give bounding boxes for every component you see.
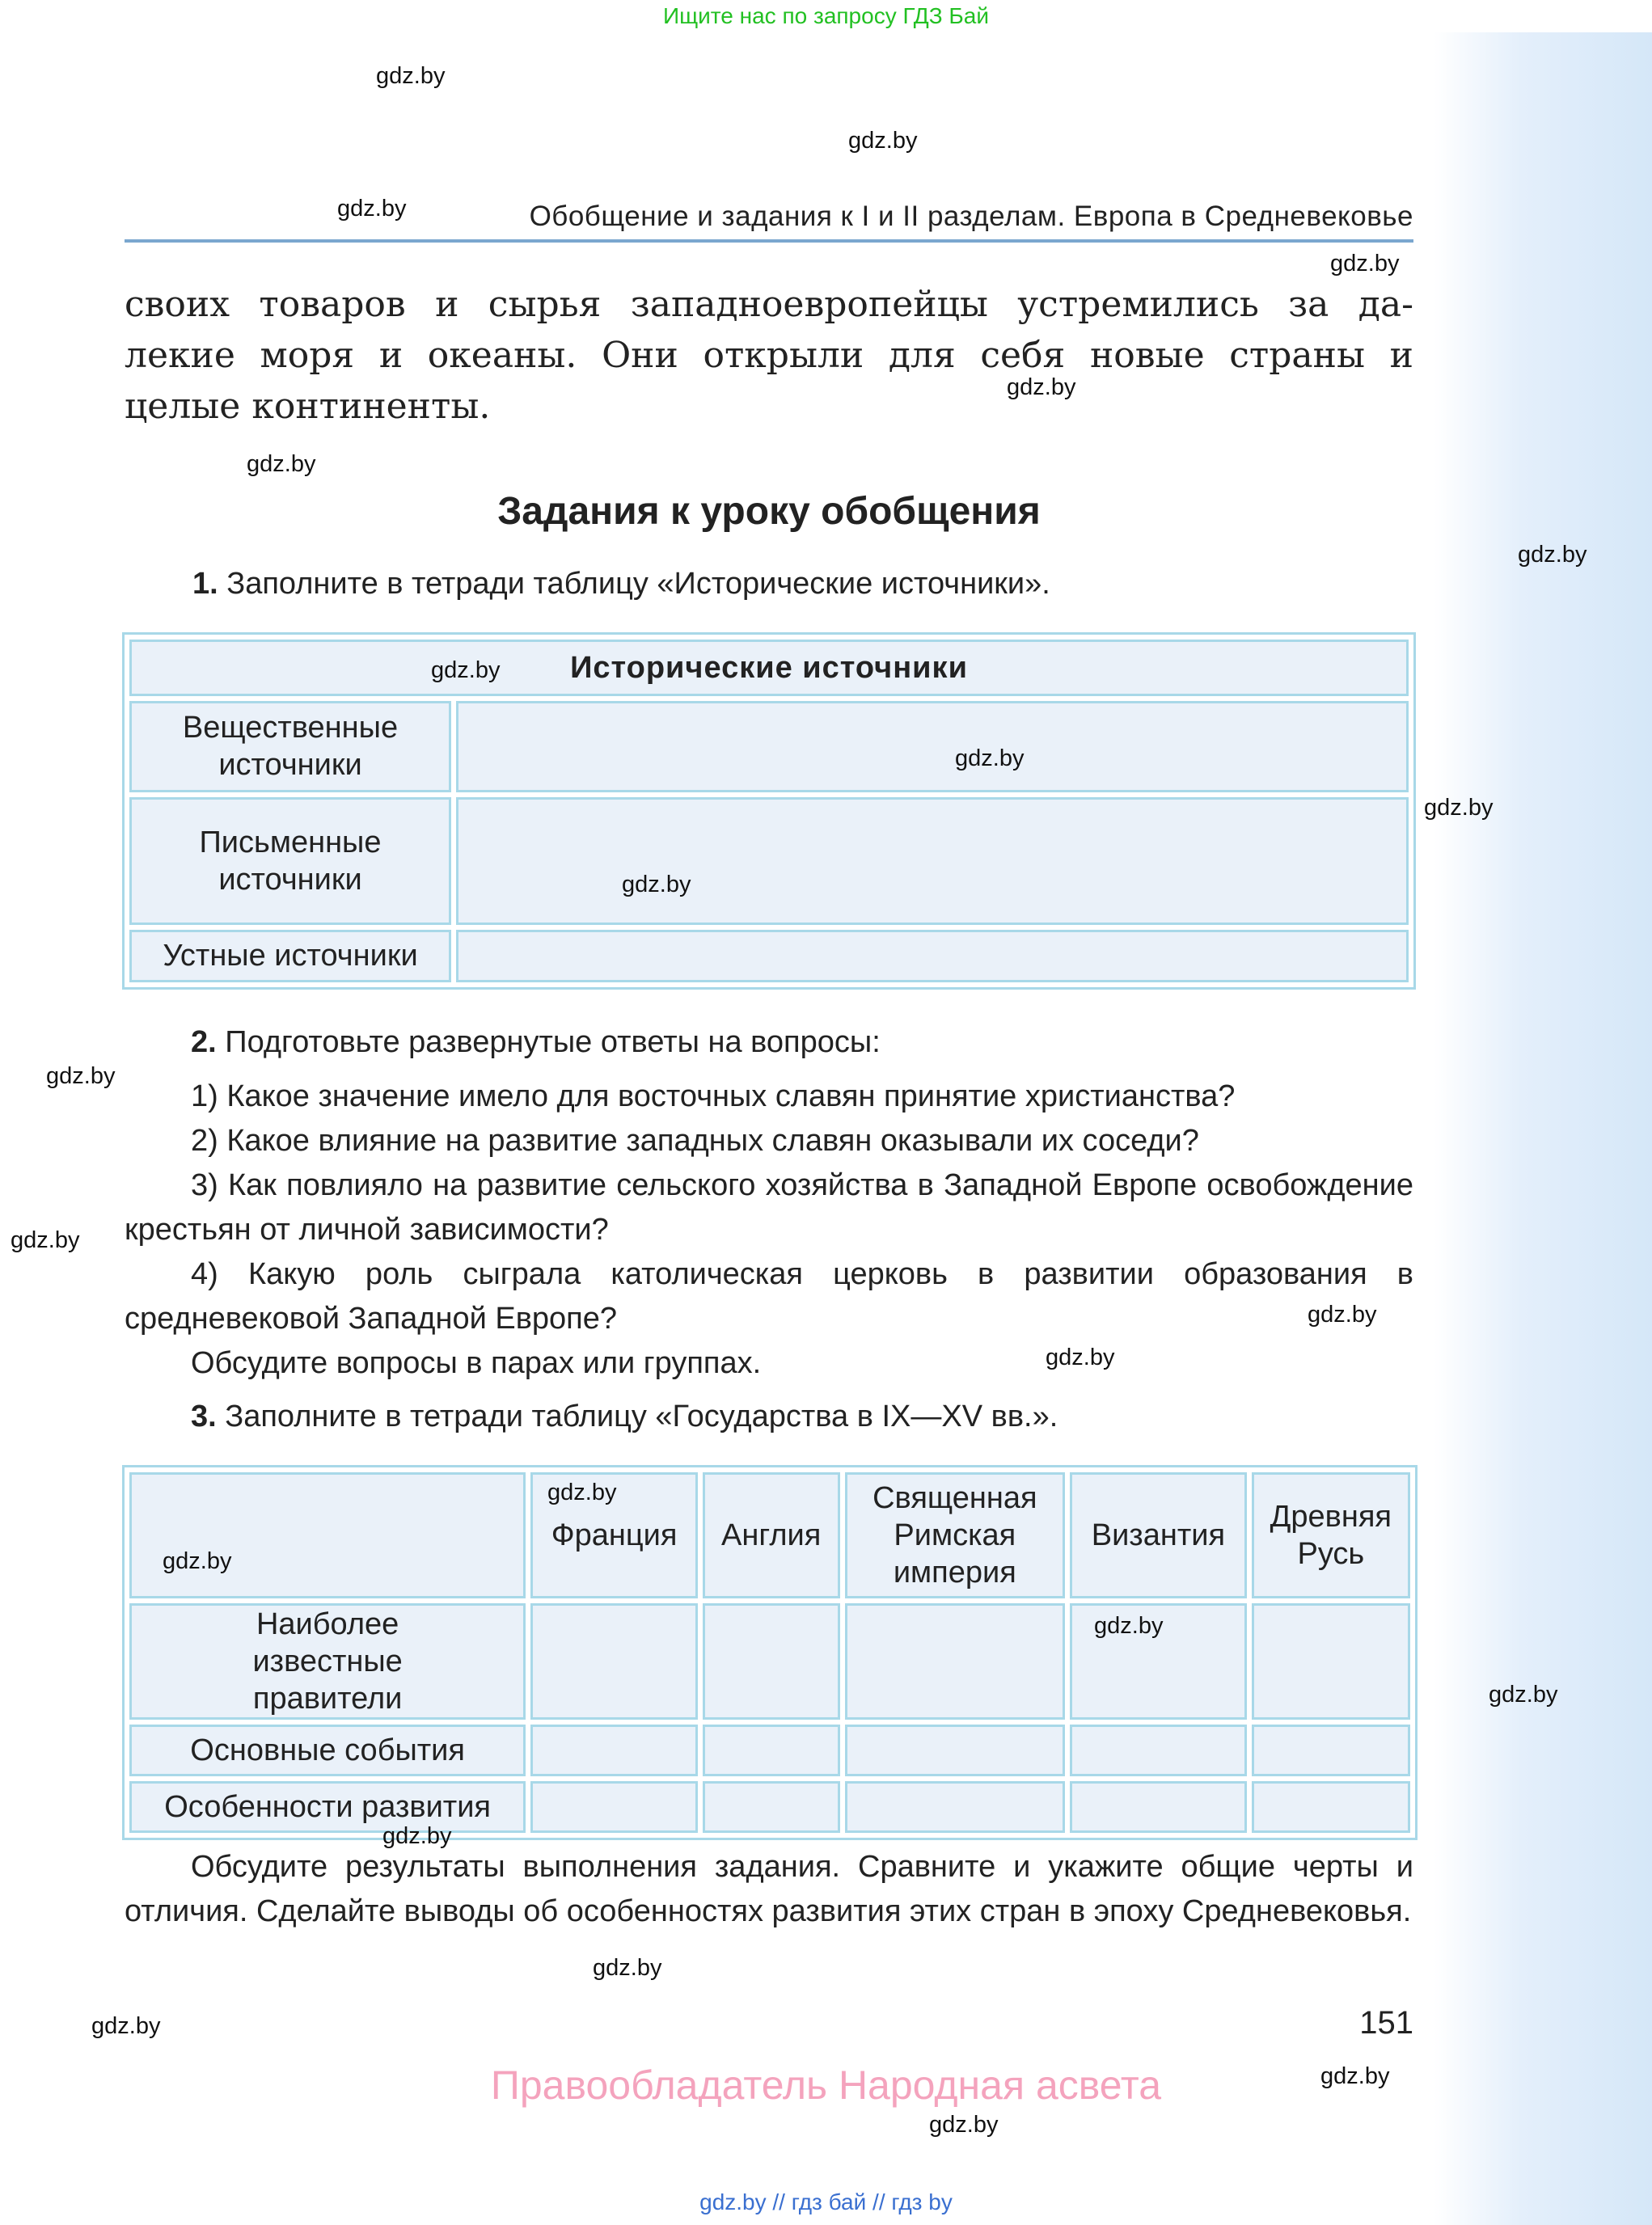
empty-cell (845, 1603, 1066, 1720)
closing-paragraph: Обсудите результаты выполнения задания. Сравните и укажите общие черты и отличия. Сделайте выводы об особенностях развития этих стран в эпоху Средневековья. (125, 1850, 1413, 1928)
watermark: gdz.by (46, 1063, 116, 1089)
row-header: Основные события (129, 1725, 526, 1776)
column-header: Англия (703, 1472, 840, 1598)
watermark: gdz.by (1046, 1345, 1115, 1370)
footer-links[interactable]: gdz.by // гдз бай // гдз by (699, 2189, 953, 2214)
empty-cell (456, 701, 1409, 792)
empty-cell (530, 1603, 698, 1720)
historical-sources-table (122, 632, 1416, 990)
task-text: Заполните в тетради таблицу «Исторические источники». (226, 567, 1050, 601)
task-number: 3. (191, 1400, 217, 1433)
empty-cell (1252, 1725, 1410, 1776)
states-table (122, 1465, 1418, 1840)
watermark: gdz.by (1007, 374, 1076, 400)
empty-cell (530, 1725, 698, 1776)
question-3: 3) Как повлияло на развитие сельского хозяйства в Западной Европе освобождение крестьян от личной зависимости? (125, 1168, 1413, 1247)
table-title: Исторические источники (129, 640, 1409, 696)
watermark: gdz.by (1094, 1613, 1164, 1639)
question-2: 2) Какое влияние на развитие западных славян оказывали их соседи? (191, 1124, 1199, 1158)
row-header: Устные источники (129, 930, 451, 982)
empty-cell (703, 1725, 840, 1776)
question-1: 1) Какое значение имело для восточных славян принятие христианства? (191, 1079, 1236, 1113)
row-header: Письменные источники (129, 797, 451, 925)
corner-cell (129, 1472, 526, 1598)
watermark: gdz.by (622, 872, 691, 897)
row-header: Наиболее известные правители (129, 1603, 526, 1720)
intro-paragraph (125, 279, 1413, 432)
watermark: gdz.by (337, 196, 407, 222)
watermark: gdz.by (1489, 1682, 1558, 1708)
intro-line: лекие моря и океаны. Они открыли для себя новые страны и (125, 335, 1413, 376)
column-header: Византия (1070, 1472, 1247, 1598)
column-header: Древняя Русь (1252, 1472, 1410, 1598)
watermark: gdz.by (848, 128, 918, 154)
discuss-note: Обсудите вопросы в парах или группах. (191, 1346, 762, 1380)
empty-cell (530, 1781, 698, 1833)
watermark: gdz.by (593, 1955, 662, 1981)
row-header: Особенности развития (129, 1781, 526, 1833)
watermark: gdz.by (11, 1227, 80, 1253)
intro-line: своих товаров и сырья западноевропейцы устремились за да- (125, 284, 1413, 325)
page-number: 151 (1359, 2005, 1413, 2041)
task-number: 2. (191, 1025, 217, 1059)
empty-cell (1070, 1781, 1247, 1833)
search-banner: Ищите нас по запросу ГДЗ Бай (662, 3, 990, 28)
column-header: Франция (530, 1472, 698, 1598)
watermark: gdz.by (382, 1823, 452, 1849)
watermark: gdz.by (1330, 251, 1400, 277)
copyright-notice: Правообладатель Народная асвета (490, 2062, 1162, 2108)
empty-cell (456, 797, 1409, 925)
column-header: Священная Римская империя (845, 1472, 1066, 1598)
watermark: gdz.by (247, 451, 316, 477)
empty-cell (703, 1603, 840, 1720)
empty-cell (456, 930, 1409, 982)
task-text: Подготовьте развернутые ответы на вопросы: (225, 1025, 881, 1059)
question-4: 4) Какую роль сыграла католическая церковь в развитии образования в средневековой Западной Европе? (125, 1257, 1413, 1336)
watermark: gdz.by (1424, 795, 1494, 821)
task-2 (191, 1020, 881, 1065)
empty-cell (1252, 1603, 1410, 1720)
task-number: 1. (192, 567, 218, 601)
watermark: gdz.by (1320, 2063, 1390, 2089)
empty-cell (1252, 1781, 1410, 1833)
watermark: gdz.by (91, 2013, 161, 2039)
empty-cell (1070, 1725, 1247, 1776)
watermark: gdz.by (163, 1548, 232, 1574)
intro-line: целые континенты. (125, 386, 491, 427)
watermark: gdz.by (1308, 1302, 1377, 1328)
watermark: gdz.by (376, 63, 446, 89)
watermark: gdz.by (431, 657, 501, 683)
watermark: gdz.by (955, 745, 1025, 771)
watermark: gdz.by (1518, 542, 1587, 568)
header-rule (125, 239, 1413, 243)
section-title: Задания к уроку обобщения (497, 490, 1041, 533)
side-gradient (1434, 32, 1652, 2225)
running-header: Обобщение и задания к I и II разделам. Европа в Средневековье (529, 201, 1413, 232)
empty-cell (703, 1781, 840, 1833)
task-3 (191, 1395, 1058, 1439)
watermark: gdz.by (929, 2112, 999, 2138)
task-1 (192, 562, 1050, 606)
task-text: Заполните в тетради таблицу «Государства в IX—XV вв.». (225, 1400, 1058, 1433)
watermark: gdz.by (547, 1480, 617, 1505)
empty-cell (845, 1725, 1066, 1776)
empty-cell (845, 1781, 1066, 1833)
row-header: Вещественные источники (129, 701, 451, 792)
